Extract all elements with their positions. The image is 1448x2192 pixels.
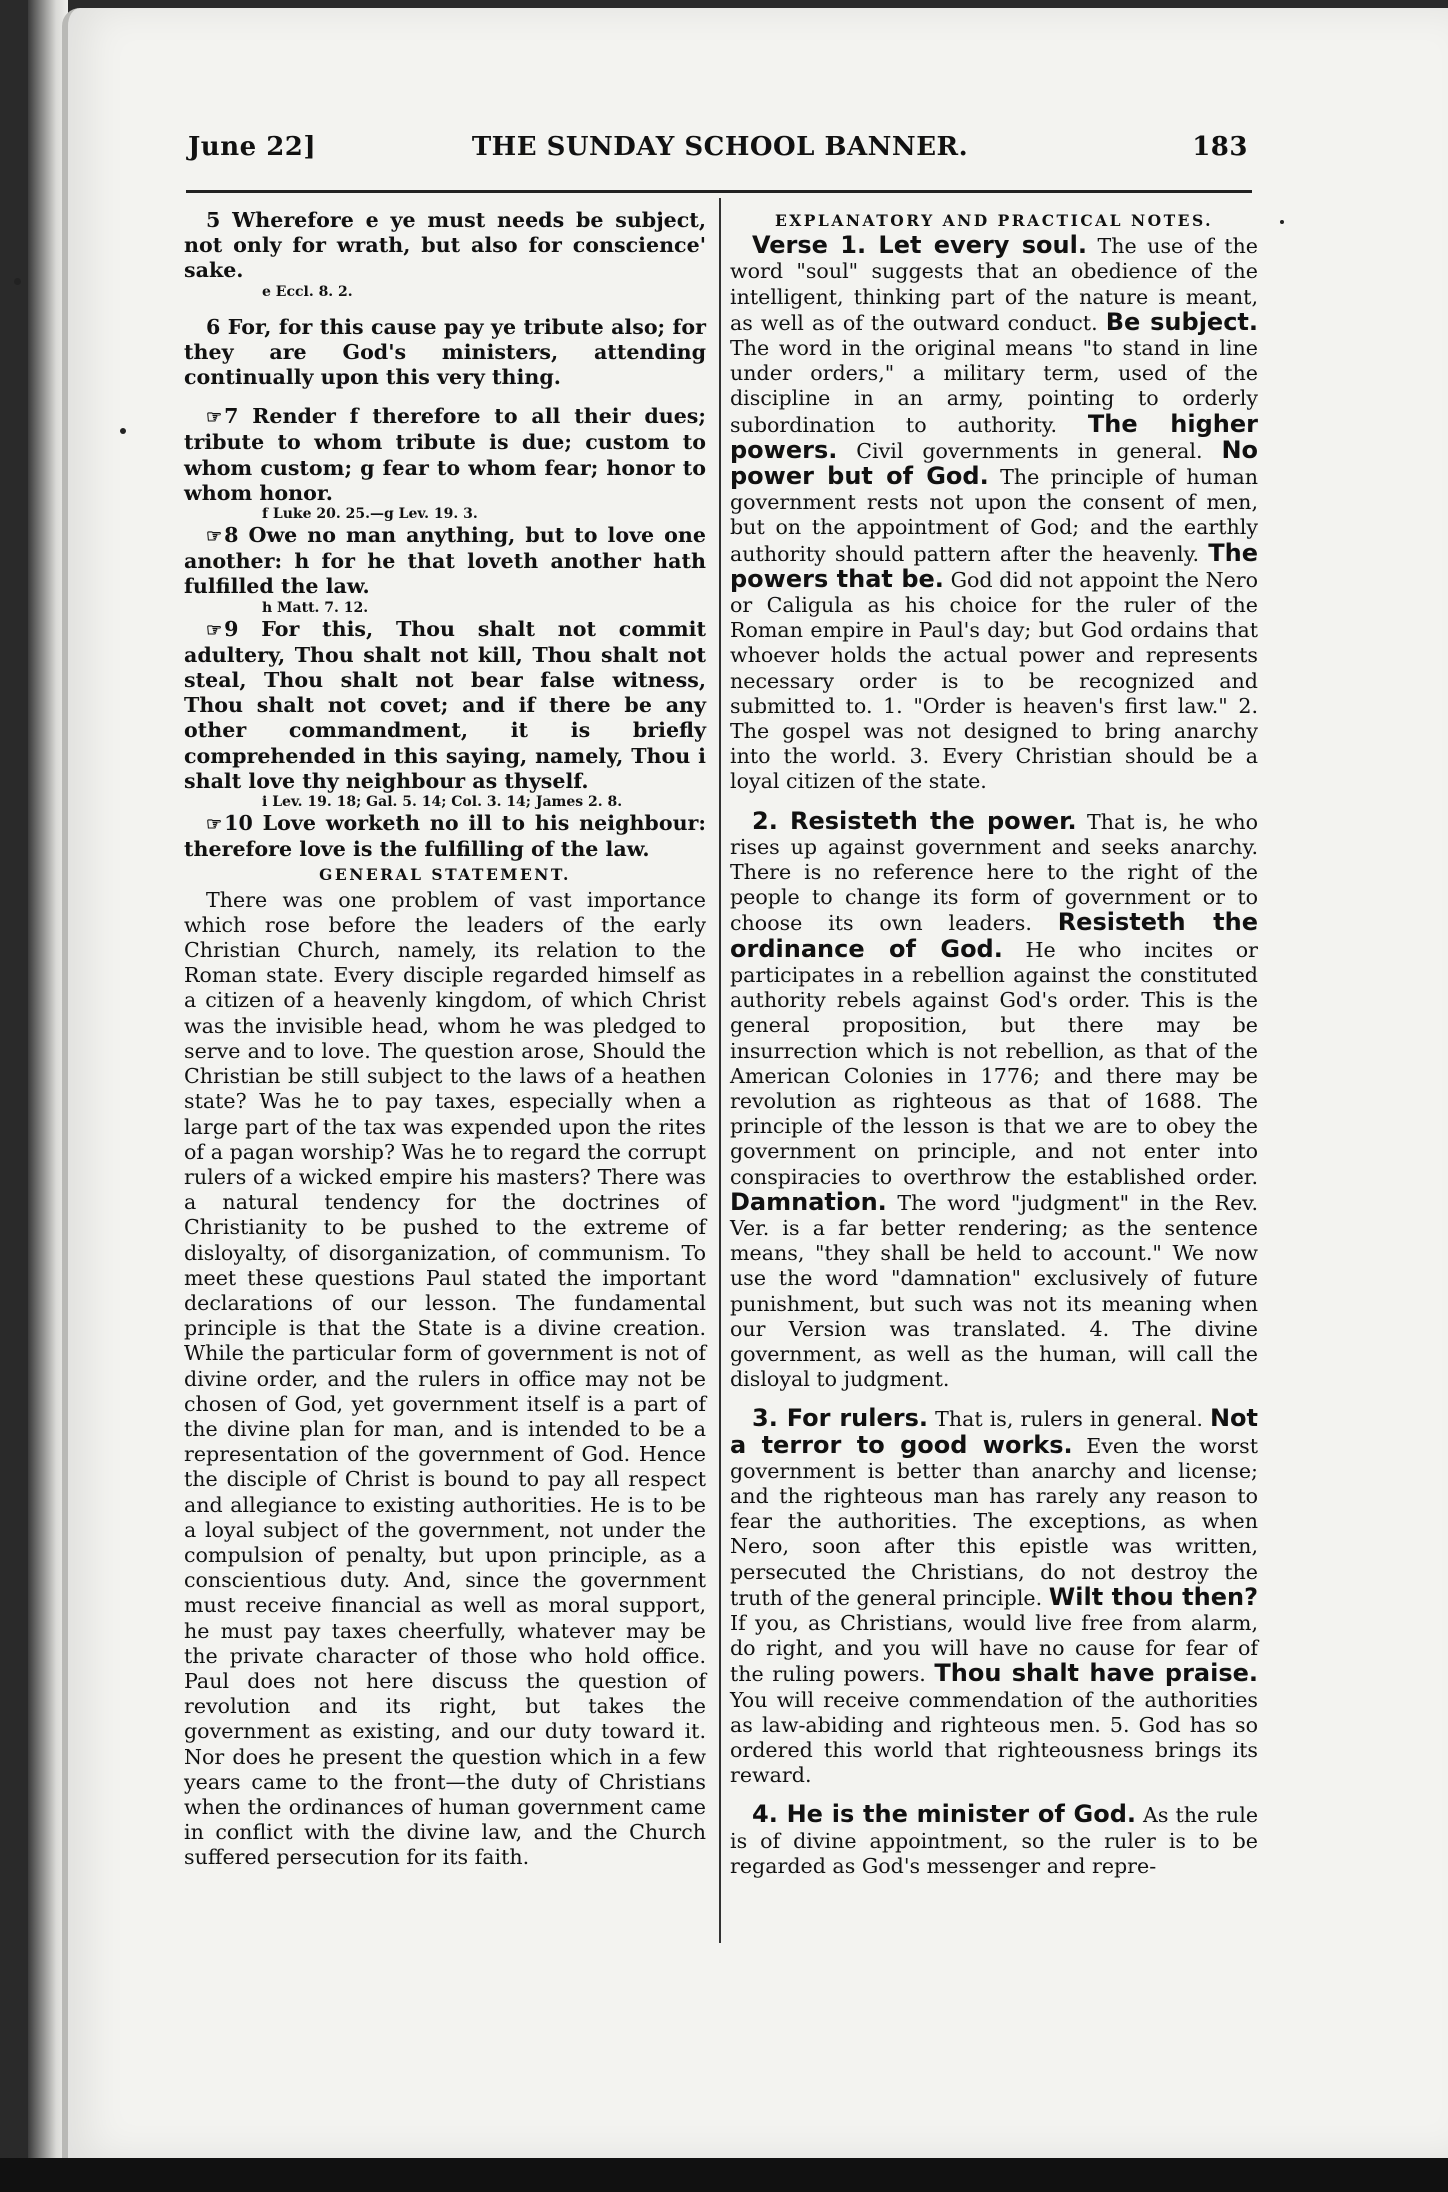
ink-speck: [120, 428, 126, 434]
pointing-hand-icon: ☞: [206, 619, 223, 641]
pointing-hand-icon: ☞: [206, 814, 223, 836]
left-column: [184, 208, 706, 1871]
verse-ref: h Matt. 7. 12.: [262, 599, 369, 616]
ink-speck: [1280, 220, 1284, 224]
header-date: June 22]: [188, 132, 317, 162]
header-rule: [186, 190, 1252, 193]
section-heading-notes: EXPLANATORY AND PRACTICAL NOTES.: [774, 211, 1214, 230]
note-verse-4: 4. He is the minister of God. As the rule is of divine appointment, so the ruler is to be regarded as God's messenger and repre-: [730, 1800, 1259, 1878]
pointing-hand-icon: ☞: [206, 526, 223, 548]
right-column: [730, 208, 1258, 1879]
ink-speck: [14, 278, 21, 285]
verse-ref: i Lev. 19. 18; Gal. 5. 14; Col. 3. 14; James 2. 8.: [262, 794, 623, 811]
note-verse-2: 2. Resisteth the power. That is, he who rises up against government and seeks anarchy. There is no reference here to the right of the people to change its form of government or to choose its own leaders. Resisteth the ordinance of God. He who incites or participates in a rebellion against the constituted authority rebels against God's order. This is the general proposition, but there may be insurrection which is not rebellion, as that of the American Colonies in 1776; and there may be revolution as righteous as that of 1688. The principle of the lesson is that we are to obey the government on principle, and not enter into conspiracies to overthrow the established order. Damnation. The word "judgment" in the Rev. Ver. is a far better rendering; as the sentence means, "they shall be held to account." We now use the word "damnation" exclusively of future punishment, but such was not its meaning when our Version was translated. 4. The divine government, as well as the human, will call the disloyal to judgment.: [730, 806, 1259, 1392]
column-divider: [719, 198, 721, 1943]
verse-5: 5 Wherefore e ye must needs be subject, not only for wrath, but also for conscience' sake.: [184, 208, 706, 283]
scan-bottom-band: [0, 2158, 1448, 2192]
verse-ref: f Luke 20. 25.—g Lev. 19. 3.: [262, 506, 478, 523]
verse-ref: e Eccl. 8. 2.: [262, 283, 353, 300]
general-statement-text: There was one problem of vast importance which rose before the leaders of the early Christian Church, namely, its relation to the Roman state. Every disciple regarded himself as a citizen of a heavenly kingdom, of which Christ was the invisible head, whom he was pledged to serve and to love. The question arose, Should the Christian be still subject to the laws of a heathen state? Was he to pay taxes, especially when a large part of the tax was expended upon the rites of a pagan worship? Was he to regard the corrupt rulers of a wicked empire his masters? There was a natural tendency for the doctrines of Christianity to be pushed to the extreme of disloyalty, of disorganization, of communism. To meet these questions Paul stated the important declarations of our lesson. The fundamental principle is that the State is a divine creation. While the particular form of government is not of divine order, and the rulers in office may not be chosen of God, yet government itself is a part of the divine plan for man, and is intended to be a representation of the government of God. Hence the disciple of Christ is bound to pay all respect and allegiance to existing authorities. He is to be a loyal subject of the government, not under the compulsion of penalty, but upon principle, as a conscientious duty. And, since the government must receive financial as well as moral support, he must pay taxes cheerfully, whatever may be the private character of those who hold office. Paul does not here discuss the question of revolution and its right, but takes the government as existing, and our duty toward it. Nor does he present the question which in a few years came to the front—the duty of Christians when the ordinances of human government came in conflict with the divine law, and the Church suffered persecution for its faith.: [184, 887, 706, 1870]
section-heading-general-statement: GENERAL STATEMENT.: [319, 865, 571, 885]
verse-8: ☞8 Owe no man anything, but to love one another: h for he that loveth another hath fulfilled the law.: [184, 523, 706, 599]
header-title: THE SUNDAY SCHOOL BANNER.: [471, 132, 969, 162]
note-verse-3: 3. For rulers. That is, rulers in general. Not a terror to good works. Even the worst government is better than anarchy and license; and the righteous man has rarely any reason to fear the authorities. The exceptions, as when Nero, soon after this epistle was written, persecuted the Christians, do not destroy the truth of the general principle. Wilt thou then? If you, as Christians, would live free from alarm, do right, and you will have no cause for fear of the ruling powers. Thou shalt have praise. You will receive commendation of the authorities as law-abiding and righteous men. 5. God has so ordered this world that righteousness brings its reward.: [730, 1404, 1259, 1788]
verse-10: ☞10 Love worketh no ill to his neighbour: therefore love is the fulfilling of the law.: [184, 811, 706, 862]
verse-6: 6 For, for this cause pay ye tribute also; for they are God's ministers, attending continually upon this very thing.: [184, 314, 706, 390]
note-verse-1: Verse 1. Let every soul. The use of the word "soul" suggests that an obedience of the intelligent, thinking part of the nature is meant, as well as of the outward conduct. Be subject. The word in the original means "to stand in line under orders," a military term, used of the discipline in an army, pointing to orderly subordination to authority. The higher powers. Civil governments in general. No power but of God. The principle of human government rests not upon the consent of men, but on the appointment of God; and the earthly authority should pattern after the heavenly. The powers that be. God did not appoint the Nero or Caligula as his choice for the ruler of the Roman empire in Paul's day; but God ordains that whoever holds the actual power and represents necessary order is to be recognized and submitted to. 1. "Order is heaven's first law." 2. The gospel was not designed to bring anarchy into the world. 3. Every Christian should be a loyal citizen of the state.: [730, 231, 1259, 794]
header-page-number: 183: [1192, 132, 1248, 162]
page-header: [188, 132, 1252, 172]
verse-7: ☞7 Render f therefore to all their dues; tribute to whom tribute is due; custom to whom custom; g fear to whom fear; honor to whom honor.: [184, 404, 706, 505]
verse-9: ☞9 For this, Thou shalt not commit adultery, Thou shalt not kill, Thou shalt not steal, Thou shalt not bear false witness, Thou shalt not covet; and if there be any other commandment, it is briefly comprehended in this saying, namely, Thou i shalt love thy neighbour as thyself.: [184, 616, 706, 793]
pointing-hand-icon: ☞: [206, 407, 223, 429]
